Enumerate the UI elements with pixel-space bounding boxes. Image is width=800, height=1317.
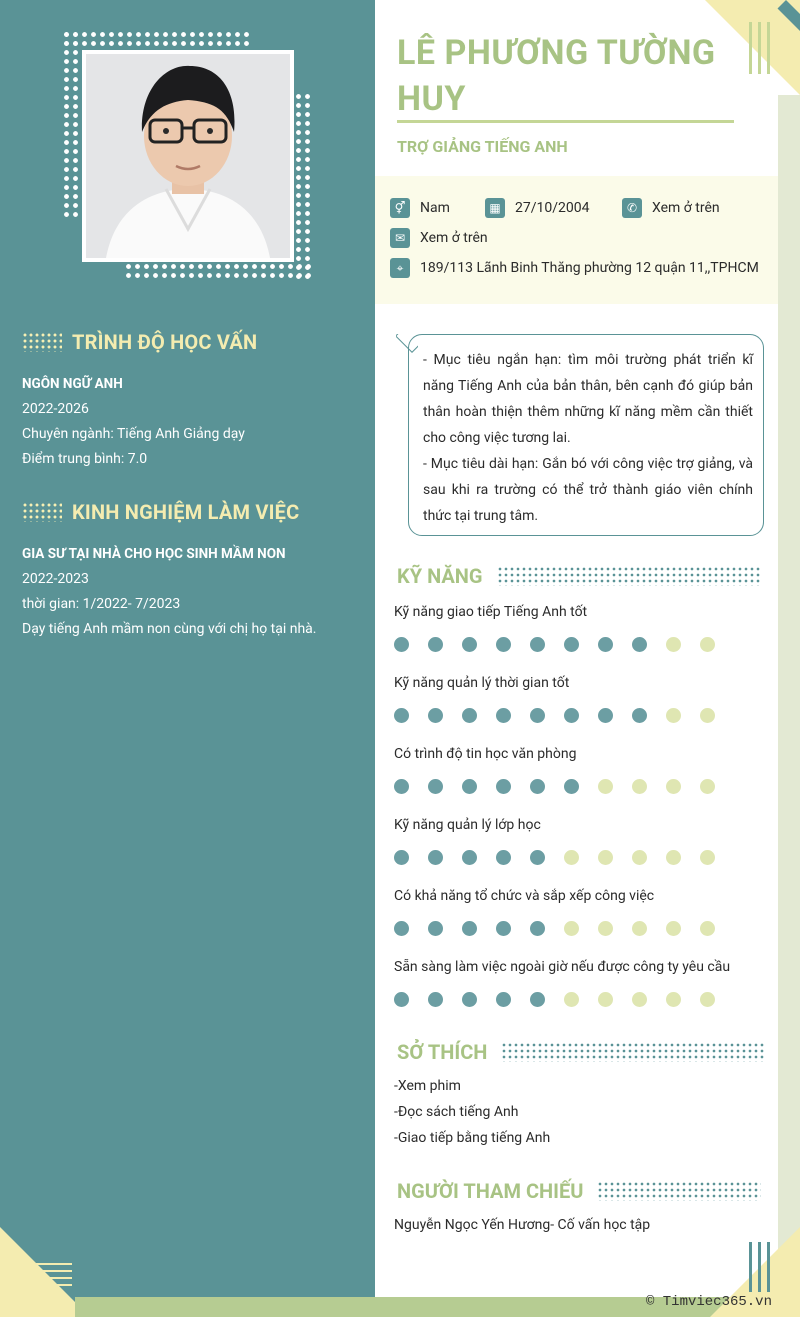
- hobby-item: -Xem phim: [394, 1078, 461, 1094]
- skill-dot-empty: [564, 921, 579, 936]
- skill-dot-empty: [700, 850, 715, 865]
- skill-dot-empty: [666, 992, 681, 1007]
- address-value: 189/113 Lãnh Binh Thăng phường 12 quận 11,,TPHCM: [420, 260, 759, 276]
- skill-dot-filled: [496, 921, 511, 936]
- skill-dot-empty: [632, 992, 647, 1007]
- decor-lines-bottom-left: [22, 1263, 72, 1291]
- skill-dot-filled: [632, 708, 647, 723]
- skill-dot-filled: [462, 850, 477, 865]
- avatar-illustration: [86, 54, 290, 258]
- contact-phone: [622, 198, 720, 218]
- skill-dot-empty: [700, 779, 715, 794]
- skill-dot-filled: [598, 708, 613, 723]
- skill-dot-filled: [394, 708, 409, 723]
- hobbies-list: [394, 1073, 550, 1151]
- skill-dot-empty: [700, 921, 715, 936]
- photo-dots-bottom: [124, 262, 312, 280]
- skill-dot-empty: [598, 850, 613, 865]
- skill-label: Có trình độ tin học văn phòng: [394, 746, 577, 762]
- email-value: Xem ở trên: [420, 230, 488, 246]
- calendar-icon: ▦: [485, 198, 505, 218]
- skill-dot-filled: [462, 779, 477, 794]
- avatar: [86, 54, 290, 258]
- skill-dot-filled: [632, 637, 647, 652]
- references-dots: [597, 1181, 761, 1201]
- photo-dots-right: [294, 92, 312, 282]
- skill-label: Kỹ năng giao tiếp Tiếng Anh tốt: [394, 604, 588, 620]
- photo-dots-left: [62, 30, 80, 220]
- phone-value: Xem ở trên: [652, 200, 720, 216]
- skill-level-dots: [394, 992, 715, 1007]
- decor-right-strip: [778, 95, 800, 1275]
- hobby-item: -Đọc sách tiếng Anh: [394, 1104, 519, 1120]
- skill-dot-filled: [496, 779, 511, 794]
- birthday-value: 27/10/2004: [515, 200, 590, 216]
- skill-dot-filled: [564, 708, 579, 723]
- skill-level-dots: [394, 921, 715, 936]
- skill-dot-filled: [530, 992, 545, 1007]
- skill-dot-empty: [666, 850, 681, 865]
- education-period: 2022-2026: [22, 401, 89, 417]
- education-school: NGÔN NGỮ ANH: [22, 376, 123, 392]
- skill-dot-empty: [700, 708, 715, 723]
- skill-dot-empty: [598, 779, 613, 794]
- decor-bars-bottom-right: [749, 1242, 770, 1292]
- skill-dot-filled: [394, 850, 409, 865]
- skill-dot-filled: [394, 992, 409, 1007]
- photo-dots-top: [62, 30, 250, 48]
- contact-birthday: [485, 198, 590, 218]
- skill-dot-filled: [462, 637, 477, 652]
- contact-gender: [390, 198, 450, 218]
- skill-dot-empty: [598, 921, 613, 936]
- references-text: Nguyễn Ngọc Yến Hương- Cố vấn học tập: [394, 1217, 651, 1233]
- experience-block: [22, 542, 316, 642]
- skill-dot-empty: [666, 708, 681, 723]
- job-title: TRỢ GIẢNG TIẾNG ANH: [397, 137, 568, 156]
- skill-dot-filled: [496, 992, 511, 1007]
- experience-heading: [22, 500, 299, 524]
- contact-email: [390, 228, 488, 248]
- skill-dot-filled: [428, 850, 443, 865]
- skill-dot-filled: [462, 992, 477, 1007]
- skill-dot-empty: [700, 992, 715, 1007]
- skills-dots: [497, 566, 761, 586]
- skill-dot-empty: [632, 921, 647, 936]
- education-block: [22, 372, 245, 472]
- skill-dot-filled: [428, 779, 443, 794]
- education-gpa: Điểm trung bình: 7.0: [22, 451, 148, 467]
- email-icon: ✉: [390, 228, 410, 248]
- skill-dot-filled: [428, 637, 443, 652]
- skill-dot-filled: [496, 637, 511, 652]
- skill-dot-filled: [530, 708, 545, 723]
- skill-level-dots: [394, 850, 715, 865]
- skill-dot-filled: [394, 779, 409, 794]
- objective-bubble: [408, 334, 764, 536]
- skill-dot-filled: [530, 637, 545, 652]
- experience-position: GIA SƯ TẠI NHÀ CHO HỌC SINH MẦM NON: [22, 546, 286, 562]
- skill-label: Có khả năng tổ chức và sắp xếp công việc: [394, 888, 655, 904]
- skill-dot-filled: [496, 850, 511, 865]
- skill-dot-filled: [428, 992, 443, 1007]
- hobby-item: -Giao tiếp bằng tiếng Anh: [394, 1130, 551, 1146]
- skill-label: Kỹ năng quản lý lớp học: [394, 817, 541, 833]
- skill-dot-filled: [530, 850, 545, 865]
- phone-icon: ✆: [622, 198, 642, 218]
- skill-dot-empty: [666, 637, 681, 652]
- skill-dot-empty: [632, 779, 647, 794]
- name-underline: [397, 120, 734, 123]
- education-major: Chuyên ngành: Tiếng Anh Giảng dạy: [22, 426, 245, 442]
- skill-dot-filled: [462, 708, 477, 723]
- skill-dot-filled: [564, 779, 579, 794]
- experience-title: KINH NGHIỆM LÀM VIỆC: [72, 500, 300, 524]
- skill-dot-filled: [530, 921, 545, 936]
- education-heading: [22, 330, 257, 354]
- contact-box: [375, 176, 778, 304]
- skill-dot-empty: [666, 921, 681, 936]
- references-title: NGƯỜI THAM CHIẾU: [397, 1179, 584, 1203]
- skill-dot-filled: [530, 779, 545, 794]
- skill-dot-filled: [462, 921, 477, 936]
- skill-dot-filled: [496, 708, 511, 723]
- main-content: [375, 0, 800, 1317]
- skill-dot-filled: [394, 637, 409, 652]
- copyright-text: © Timviec365.vn: [645, 1294, 772, 1310]
- skill-dot-empty: [632, 850, 647, 865]
- skill-label: Kỹ năng quản lý thời gian tốt: [394, 675, 570, 691]
- skill-dot-filled: [598, 637, 613, 652]
- experience-time: thời gian: 1/2022- 7/2023: [22, 596, 181, 612]
- skill-dot-filled: [394, 921, 409, 936]
- avatar-frame: [82, 50, 294, 262]
- contact-address: [390, 258, 759, 278]
- skill-label: Sẵn sàng làm việc ngoài giờ nếu được công ty yêu cầu: [394, 959, 731, 975]
- skill-dot-empty: [666, 779, 681, 794]
- skill-dot-empty: [564, 992, 579, 1007]
- left-sidebar: [0, 0, 375, 1317]
- candidate-name: LÊ PHƯƠNG TƯỜNG HUY: [397, 33, 716, 119]
- education-title: TRÌNH ĐỘ HỌC VẤN: [72, 330, 258, 354]
- hobbies-title: SỞ THÍCH: [397, 1040, 488, 1064]
- skills-title: KỸ NĂNG: [397, 564, 483, 588]
- skill-level-dots: [394, 708, 715, 723]
- experience-description: Dạy tiếng Anh mầm non cùng với chị họ tại nhà.: [22, 621, 317, 637]
- objective-short-term: - Mục tiêu ngắn hạn: tìm môi trường phát triển kĩ năng Tiếng Anh của bản thân, bên cạnh đó giúp bản thân hoàn thiện thêm những kĩ năng mềm cần thiết cho công việc tương lai.: [423, 352, 753, 446]
- skill-dot-filled: [428, 708, 443, 723]
- hobbies-heading: [397, 1040, 765, 1064]
- gender-value: Nam: [420, 200, 450, 216]
- location-icon: ⌖: [390, 258, 410, 278]
- skill-dot-empty: [598, 992, 613, 1007]
- skill-dot-filled: [564, 637, 579, 652]
- skill-dot-empty: [700, 637, 715, 652]
- skill-dot-filled: [428, 921, 443, 936]
- skills-heading: [397, 564, 761, 588]
- objective-long-term: - Mục tiêu dài hạn: Gắn bó với công việc trợ giảng, và sau khi ra trường có thể trở thành giáo viên chính thức tại trung tâm.: [423, 456, 753, 524]
- skill-level-dots: [394, 637, 715, 652]
- skill-level-dots: [394, 779, 715, 794]
- education-dots: [22, 332, 62, 352]
- experience-dots: [22, 502, 62, 522]
- experience-period: 2022-2023: [22, 571, 89, 587]
- gender-icon: ⚥: [390, 198, 410, 218]
- references-heading: [397, 1179, 761, 1203]
- skill-dot-empty: [564, 850, 579, 865]
- hobbies-dots: [501, 1042, 765, 1062]
